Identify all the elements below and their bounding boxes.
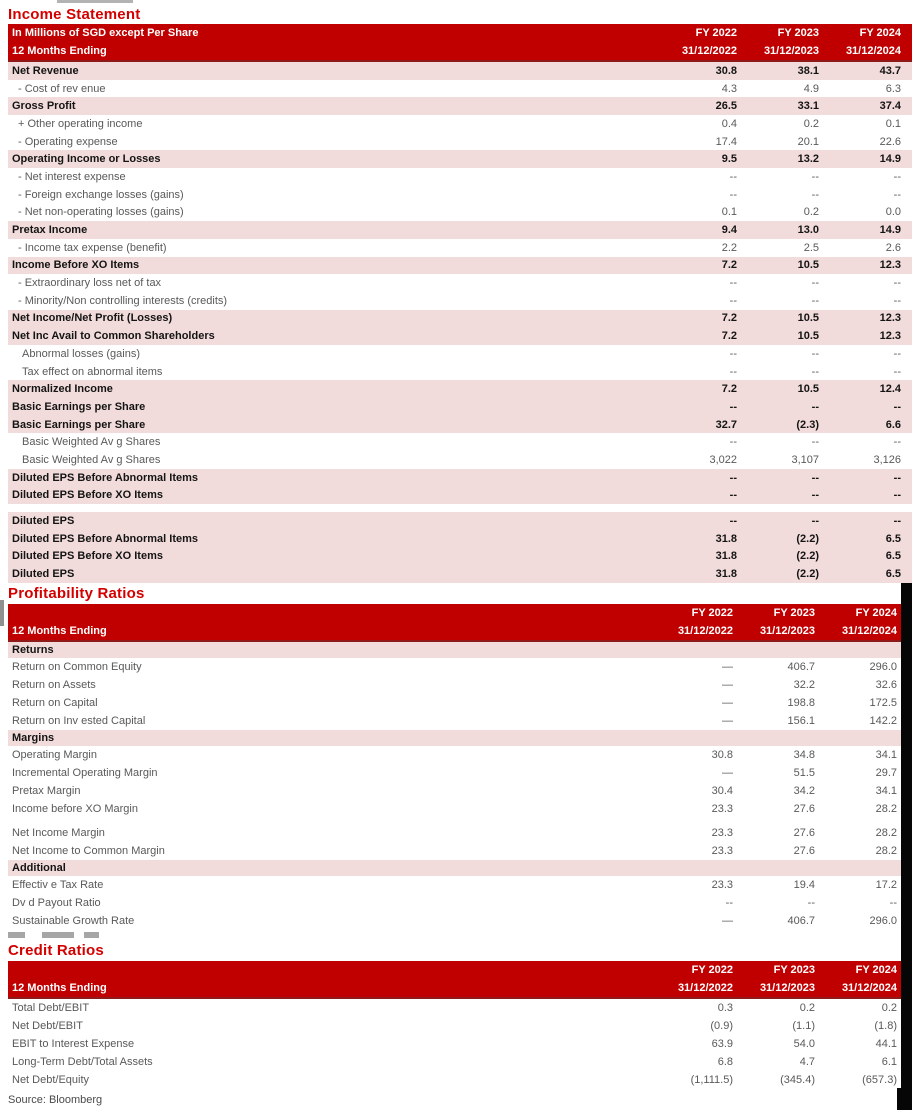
row-value: 10.5: [797, 383, 819, 396]
year-column-header: FY 2023: [773, 606, 815, 619]
table-row: [8, 530, 912, 548]
row-value: 0.1: [885, 117, 901, 130]
header-years-line: [8, 24, 912, 42]
row-label: - Minority/Non controlling interests (credits): [18, 294, 228, 307]
row-value: 0.3: [717, 1001, 733, 1014]
row-label: Sustainable Growth Rate: [12, 914, 135, 927]
row-label: Net Debt/EBIT: [12, 1019, 83, 1032]
row-value: 12.3: [879, 312, 901, 325]
row-value: --: [893, 436, 901, 449]
year-column-header: FY 2024: [859, 27, 901, 39]
row-value: 6.8: [717, 1055, 733, 1068]
row-label: Basic Weighted Av g Shares: [22, 453, 161, 466]
table-row: [8, 310, 912, 328]
row-value: (345.4): [780, 1073, 815, 1086]
header-years-line: [8, 604, 901, 622]
table-row: [8, 876, 901, 894]
row-value: --: [725, 896, 733, 909]
row-value: (2.2): [796, 532, 819, 545]
row-value: 17.2: [875, 878, 897, 891]
table-row: [8, 115, 912, 133]
row-label: Diluted EPS Before Abnormal Items: [12, 532, 199, 545]
row-value: 33.1: [797, 100, 819, 113]
row-value: --: [811, 170, 819, 183]
table-row: [8, 512, 912, 530]
black-edge-strip-foot: [897, 1088, 912, 1110]
row-value: 10.5: [797, 312, 819, 325]
row-label: Net Debt/Equity: [12, 1073, 90, 1086]
row-value: 31.8: [715, 550, 737, 563]
year-column-header: FY 2022: [691, 963, 733, 976]
table-row: [8, 999, 901, 1017]
row-value: 22.6: [879, 135, 901, 148]
row-label: Diluted EPS Before XO Items: [12, 489, 163, 502]
row-value: 3,022: [709, 453, 737, 466]
income-statement-header: [8, 24, 912, 62]
table-row: [8, 363, 912, 381]
row-value: 142.2: [869, 714, 897, 727]
row-value: 63.9: [711, 1037, 733, 1050]
row-value: 0.2: [799, 1001, 815, 1014]
row-value: 23.3: [711, 802, 733, 815]
row-label: Net Income/Net Profit (Losses): [12, 312, 173, 325]
table-row: [8, 1053, 901, 1071]
row-value: 7.2: [721, 330, 737, 343]
redaction-marks: [8, 932, 912, 940]
row-label: Return on Capital: [12, 696, 98, 709]
row-label: Diluted EPS Before Abnormal Items: [12, 471, 199, 484]
row-value: 43.7: [879, 64, 901, 77]
row-value: --: [807, 896, 815, 909]
period-ending-label: 12 Months Ending: [12, 624, 107, 637]
row-value: 198.8: [787, 696, 815, 709]
date-column-header: 31/12/2024: [841, 624, 897, 637]
row-value: 23.3: [711, 826, 733, 839]
credit-ratios-title: Credit Ratios: [8, 941, 104, 959]
row-label: Return on Inv ested Capital: [12, 714, 146, 727]
row-value: --: [729, 294, 737, 307]
row-value: --: [893, 294, 901, 307]
row-value: 34.1: [875, 784, 897, 797]
credit-ratios-table: [8, 961, 901, 1089]
row-value: --: [893, 365, 901, 378]
table-row: [8, 345, 912, 363]
row-value: 6.3: [885, 82, 901, 95]
row-value: 44.1: [875, 1037, 897, 1050]
row-value: 38.1: [797, 64, 819, 77]
row-label: - Foreign exchange losses (gains): [18, 188, 184, 201]
row-value: 31.8: [715, 568, 737, 581]
header-dates-line: [8, 979, 901, 997]
row-value: --: [811, 347, 819, 360]
row-label: - Cost of rev enue: [18, 82, 106, 95]
section-row-label: Additional: [12, 861, 66, 874]
row-label: Normalized Income: [12, 383, 113, 396]
row-value: 30.8: [711, 748, 733, 761]
year-column-header: FY 2024: [855, 963, 897, 976]
table-row: [8, 1035, 901, 1053]
table-row: [8, 730, 901, 746]
row-value: 13.0: [797, 224, 819, 237]
row-value: --: [729, 515, 737, 528]
row-value: 34.8: [793, 748, 815, 761]
table-row: [8, 257, 912, 275]
row-value: 2.5: [803, 241, 819, 254]
row-value: --: [811, 515, 819, 528]
table-row: [8, 800, 901, 818]
date-column-header: 31/12/2024: [841, 981, 897, 994]
row-value: 30.4: [711, 784, 733, 797]
row-value: 6.5: [885, 532, 901, 545]
date-column-header: 31/12/2022: [677, 981, 733, 994]
table-row: [8, 62, 912, 80]
row-value: --: [893, 471, 901, 484]
row-label: Diluted EPS: [12, 515, 75, 528]
row-label: - Extraordinary loss net of tax: [18, 277, 162, 290]
row-value: --: [893, 170, 901, 183]
table-row: [8, 451, 912, 469]
row-value: 9.4: [721, 224, 737, 237]
row-value: 0.2: [803, 117, 819, 130]
row-value: 32.7: [715, 418, 737, 431]
row-value: --: [893, 347, 901, 360]
year-column-header: FY 2022: [695, 27, 737, 39]
unit-note: In Millions of SGD except Per Share: [12, 27, 199, 39]
profitability-ratios-section: [0, 585, 912, 930]
row-value: --: [811, 365, 819, 378]
left-edge-artifact: [0, 600, 4, 626]
income-statement-rows: [8, 62, 912, 583]
row-value: (1,111.5): [690, 1073, 733, 1086]
header-years-line: [8, 961, 901, 979]
row-value: --: [729, 365, 737, 378]
row-value: 30.8: [715, 64, 737, 77]
row-label: Gross Profit: [12, 100, 76, 113]
table-row: [8, 894, 901, 912]
section-row-label: Margins: [12, 731, 55, 744]
row-value: 296.0: [869, 914, 897, 927]
year-column-header: FY 2022: [691, 606, 733, 619]
row-value: 172.5: [869, 696, 897, 709]
row-value: 0.2: [881, 1001, 897, 1014]
row-label: Pretax Income: [12, 224, 88, 237]
credit-ratios-rows: [8, 999, 901, 1089]
row-value: 12.3: [879, 330, 901, 343]
period-ending-label: 12 Months Ending: [12, 45, 107, 57]
table-row: [8, 239, 912, 257]
row-value: 156.1: [787, 714, 815, 727]
row-value: --: [889, 896, 897, 909]
credit-ratios-section: [0, 942, 912, 1089]
income-statement-title: Income Statement: [8, 6, 141, 23]
table-row: [8, 1071, 901, 1089]
row-value: 32.6: [875, 678, 897, 691]
row-value: --: [811, 436, 819, 449]
row-label: - Income tax expense (benefit): [18, 241, 167, 254]
row-label: + Other operating income: [18, 117, 143, 130]
table-row: [8, 274, 912, 292]
row-value: 7.2: [721, 312, 737, 325]
row-label: - Net non-operating losses (gains): [18, 206, 184, 219]
table-row: [8, 746, 901, 764]
row-value: --: [893, 489, 901, 502]
row-value: 406.7: [787, 914, 815, 927]
row-value: 0.4: [721, 117, 737, 130]
date-column-header: 31/12/2022: [677, 624, 733, 637]
row-label: Effectiv e Tax Rate: [12, 878, 104, 891]
section-row-label: Returns: [12, 643, 54, 656]
row-value: 28.2: [875, 844, 897, 857]
row-label: Basic Weighted Av g Shares: [22, 436, 161, 449]
row-value: 4.3: [721, 82, 737, 95]
row-value: —: [722, 696, 733, 709]
row-value: 31.8: [715, 532, 737, 545]
row-value: --: [729, 188, 737, 201]
row-value: 13.2: [797, 153, 819, 166]
table-row: [8, 565, 912, 583]
date-column-header: 31/12/2023: [763, 45, 819, 57]
row-value: 34.2: [793, 784, 815, 797]
date-column-header: 31/12/2022: [681, 45, 737, 57]
row-value: (1.1): [792, 1019, 815, 1032]
table-row: [8, 380, 912, 398]
row-value: (2.2): [796, 568, 819, 581]
row-value: —: [722, 678, 733, 691]
row-value: 27.6: [793, 826, 815, 839]
table-row: [8, 712, 901, 730]
credit-ratios-header: [8, 961, 901, 999]
row-label: Income before XO Margin: [12, 802, 138, 815]
row-value: 0.0: [885, 206, 901, 219]
date-column-header: 31/12/2023: [759, 624, 815, 637]
row-value: 29.7: [875, 766, 897, 779]
row-value: 51.5: [793, 766, 815, 779]
row-value: 9.5: [721, 153, 737, 166]
row-value: --: [893, 277, 901, 290]
row-value: 2.6: [885, 241, 901, 254]
row-value: 14.9: [879, 153, 901, 166]
profitability-ratios-title: Profitability Ratios: [8, 584, 145, 602]
table-row: [8, 204, 912, 222]
row-value: 3,107: [791, 453, 819, 466]
row-value: —: [722, 660, 733, 673]
row-label: Basic Earnings per Share: [12, 418, 146, 431]
row-label: Operating Margin: [12, 748, 97, 761]
row-value: (1.8): [874, 1019, 897, 1032]
row-value: 27.6: [793, 802, 815, 815]
table-row: [8, 168, 912, 186]
table-row: [8, 487, 912, 505]
table-row: [8, 658, 901, 676]
period-ending-label: 12 Months Ending: [12, 981, 107, 994]
row-value: 4.9: [803, 82, 819, 95]
row-label: Basic Earnings per Share: [12, 400, 146, 413]
row-value: 17.4: [715, 135, 737, 148]
row-label: Income Before XO Items: [12, 259, 140, 272]
row-label: Return on Common Equity: [12, 660, 142, 673]
redaction-mark: [84, 932, 99, 938]
row-value: --: [811, 489, 819, 502]
row-value: 20.1: [797, 135, 819, 148]
redaction-mark: [8, 932, 25, 938]
row-value: (2.2): [796, 550, 819, 563]
table-row: [8, 433, 912, 451]
profitability-ratios-rows: [8, 642, 901, 930]
row-value: 32.2: [793, 678, 815, 691]
table-row: [8, 186, 912, 204]
redaction-mark: [42, 932, 74, 938]
row-value: --: [811, 400, 819, 413]
row-value: 34.1: [875, 748, 897, 761]
row-value: 6.1: [881, 1055, 897, 1068]
cropped-text-artifact: [57, 0, 133, 3]
row-label: Return on Assets: [12, 678, 96, 691]
table-row: [8, 676, 901, 694]
table-row: [8, 221, 912, 239]
row-value: 12.4: [879, 383, 901, 396]
date-column-header: 31/12/2023: [759, 981, 815, 994]
row-value: 19.4: [793, 878, 815, 891]
row-value: 0.2: [803, 206, 819, 219]
row-value: 7.2: [721, 259, 737, 272]
profitability-ratios-header: [8, 604, 901, 642]
row-value: (2.3): [796, 418, 819, 431]
table-row: [8, 694, 901, 712]
row-value: --: [729, 170, 737, 183]
row-label: - Net interest expense: [18, 170, 126, 183]
table-row: [8, 292, 912, 310]
table-row: [8, 642, 901, 658]
row-value: 54.0: [793, 1037, 815, 1050]
row-value: 23.3: [711, 878, 733, 891]
black-edge-strip: [901, 583, 912, 1110]
row-value: —: [722, 766, 733, 779]
row-value: --: [811, 471, 819, 484]
row-value: (0.9): [710, 1019, 733, 1032]
row-value: 28.2: [875, 802, 897, 815]
date-column-header: 31/12/2024: [845, 45, 901, 57]
row-value: 296.0: [869, 660, 897, 673]
row-value: --: [729, 400, 737, 413]
row-value: (657.3): [862, 1073, 897, 1086]
header-dates-line: [8, 622, 901, 640]
row-label: Net Inc Avail to Common Shareholders: [12, 330, 215, 343]
row-label: Tax effect on abnormal items: [22, 365, 163, 378]
row-gap: [8, 504, 912, 512]
row-value: 4.7: [799, 1055, 815, 1068]
table-row: [8, 416, 912, 434]
row-value: 7.2: [721, 383, 737, 396]
row-label: Net Income to Common Margin: [12, 844, 165, 857]
row-value: 27.6: [793, 844, 815, 857]
row-value: 2.2: [721, 241, 737, 254]
row-label: Pretax Margin: [12, 784, 81, 797]
row-value: --: [893, 400, 901, 413]
row-value: 0.1: [721, 206, 737, 219]
row-value: --: [729, 347, 737, 360]
row-value: --: [729, 471, 737, 484]
row-value: —: [722, 914, 733, 927]
row-label: Total Debt/EBIT: [12, 1001, 90, 1014]
row-value: —: [722, 714, 733, 727]
table-row: [8, 80, 912, 98]
row-value: --: [729, 277, 737, 290]
table-row: [8, 398, 912, 416]
row-value: 37.4: [879, 100, 901, 113]
row-label: Net Income Margin: [12, 826, 105, 839]
row-value: 406.7: [787, 660, 815, 673]
table-row: [8, 150, 912, 168]
row-value: 6.6: [885, 418, 901, 431]
row-value: --: [811, 294, 819, 307]
row-label: Operating Income or Losses: [12, 153, 161, 166]
row-label: Abnormal losses (gains): [22, 347, 140, 360]
row-value: 12.3: [879, 259, 901, 272]
row-value: --: [729, 489, 737, 502]
row-value: --: [729, 436, 737, 449]
table-row: [8, 97, 912, 115]
row-value: 14.9: [879, 224, 901, 237]
row-label: Net Revenue: [12, 64, 79, 77]
row-label: Diluted EPS Before XO Items: [12, 550, 163, 563]
header-dates-line: [8, 42, 912, 60]
table-row: [8, 912, 901, 930]
table-row: [8, 133, 912, 151]
income-statement-table: [8, 24, 912, 583]
row-value: 10.5: [797, 259, 819, 272]
row-value: --: [893, 188, 901, 201]
table-row: [8, 764, 901, 782]
table-row: [8, 824, 901, 842]
year-column-header: FY 2024: [855, 606, 897, 619]
table-row: [8, 469, 912, 487]
row-value: --: [811, 188, 819, 201]
table-row: [8, 782, 901, 800]
row-label: Diluted EPS: [12, 568, 75, 581]
row-value: 23.3: [711, 844, 733, 857]
row-value: 26.5: [715, 100, 737, 113]
row-value: --: [893, 515, 901, 528]
row-value: 6.5: [885, 550, 901, 563]
year-column-header: FY 2023: [773, 963, 815, 976]
row-label: EBIT to Interest Expense: [12, 1037, 135, 1050]
row-label: Incremental Operating Margin: [12, 766, 158, 779]
row-value: 10.5: [797, 330, 819, 343]
row-value: --: [811, 277, 819, 290]
row-label: - Operating expense: [18, 135, 118, 148]
profitability-ratios-table: [8, 604, 901, 930]
table-row: [8, 860, 901, 876]
row-value: 28.2: [875, 826, 897, 839]
table-row: [8, 548, 912, 566]
row-label: Dv d Payout Ratio: [12, 896, 101, 909]
table-row: [8, 842, 901, 860]
table-row: [8, 327, 912, 345]
row-label: Long-Term Debt/Total Assets: [12, 1055, 153, 1068]
income-statement-section: [0, 6, 912, 583]
table-row: [8, 1017, 901, 1035]
source-note: Source: Bloomberg: [8, 1093, 103, 1106]
year-column-header: FY 2023: [777, 27, 819, 39]
row-value: 6.5: [885, 568, 901, 581]
row-value: 3,126: [873, 453, 901, 466]
